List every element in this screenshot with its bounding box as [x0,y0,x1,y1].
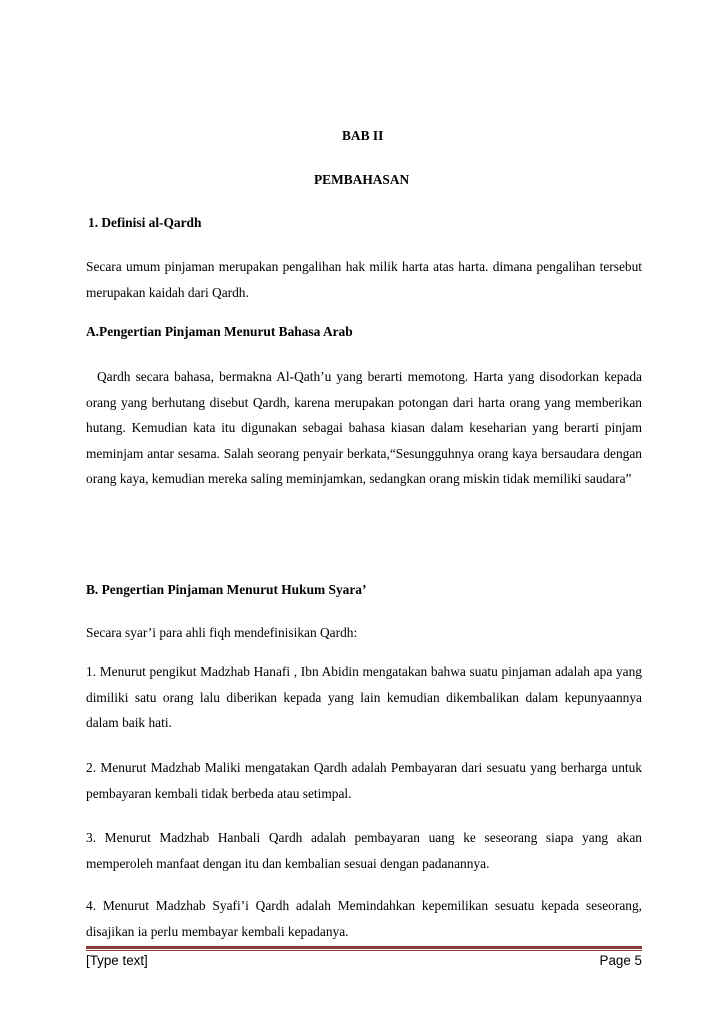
section-a-body: Qardh secara bahasa, bermakna Al-Qath’u yang berarti memotong. Harta yang disodorkan kepada orang yang berhutang disebut Qardh, karena merupakan potongan dari harta orang yang memberikan hutang. Kemudian kata itu digunakan sebagai bahasa kiasan dalam keseharian yang berarti pinjam meminjam antar sesama. Salah seorang penyair berkata,“Sesungguhnya orang kaya bersaudara dengan orang kaya, kemudian mereka saling meminjamkan, sedangkan orang miskin tidak memiliki saudara” [86,369,642,486]
page-number: Page 5 [599,953,642,968]
definition-item-2: 2. Menurut Madzhab Maliki mengatakan Qardh adalah Pembayaran dari sesuatu yang berharga untuk pembayaran kembali tidak berbeda atau setimpal. [86,760,642,801]
footer-rule-thin [86,950,642,951]
section-a-heading: A.Pengertian Pinjaman Menurut Bahasa Arab [86,324,353,339]
definition-item-3: 3. Menurut Madzhab Hanbali Qardh adalah pembayaran uang ke seseorang siapa yang akan memperoleh manfaat dengan itu dan kembalian sesuai dengan padanannya. [86,830,642,871]
section-b-intro: Secara syar’i para ahli fiqh mendefinisikan Qardh: [86,625,358,640]
definition-item-1: 1. Menurut pengikut Madzhab Hanafi , Ibn Abidin mengatakan bahwa suatu pinjaman adalah apa yang dimiliki satu orang lalu diberikan kepada yang lain kemudian dikembalikan dalam kepunyaannya dalam baik hati. [86,664,642,730]
section-1-heading: 1. Definisi al-Qardh [88,215,202,230]
footer-left-text: [Type text] [86,953,148,968]
section-b-heading: B. Pengertian Pinjaman Menurut Hukum Syara’ [86,582,367,597]
definition-item-4: 4. Menurut Madzhab Syafi’i Qardh adalah Memindahkan kepemilikan sesuatu kepada seseorang, disajikan ia perlu membayar kembali kepadanya. [86,898,642,939]
chapter-title: PEMBAHASAN [314,172,410,187]
chapter-label: BAB II [342,128,384,143]
footer-rule [86,946,642,949]
section-1-body: Secara umum pinjaman merupakan pengalihan hak milik harta atas harta. dimana pengalihan tersebut merupakan kaidah dari Qardh. [86,259,642,300]
